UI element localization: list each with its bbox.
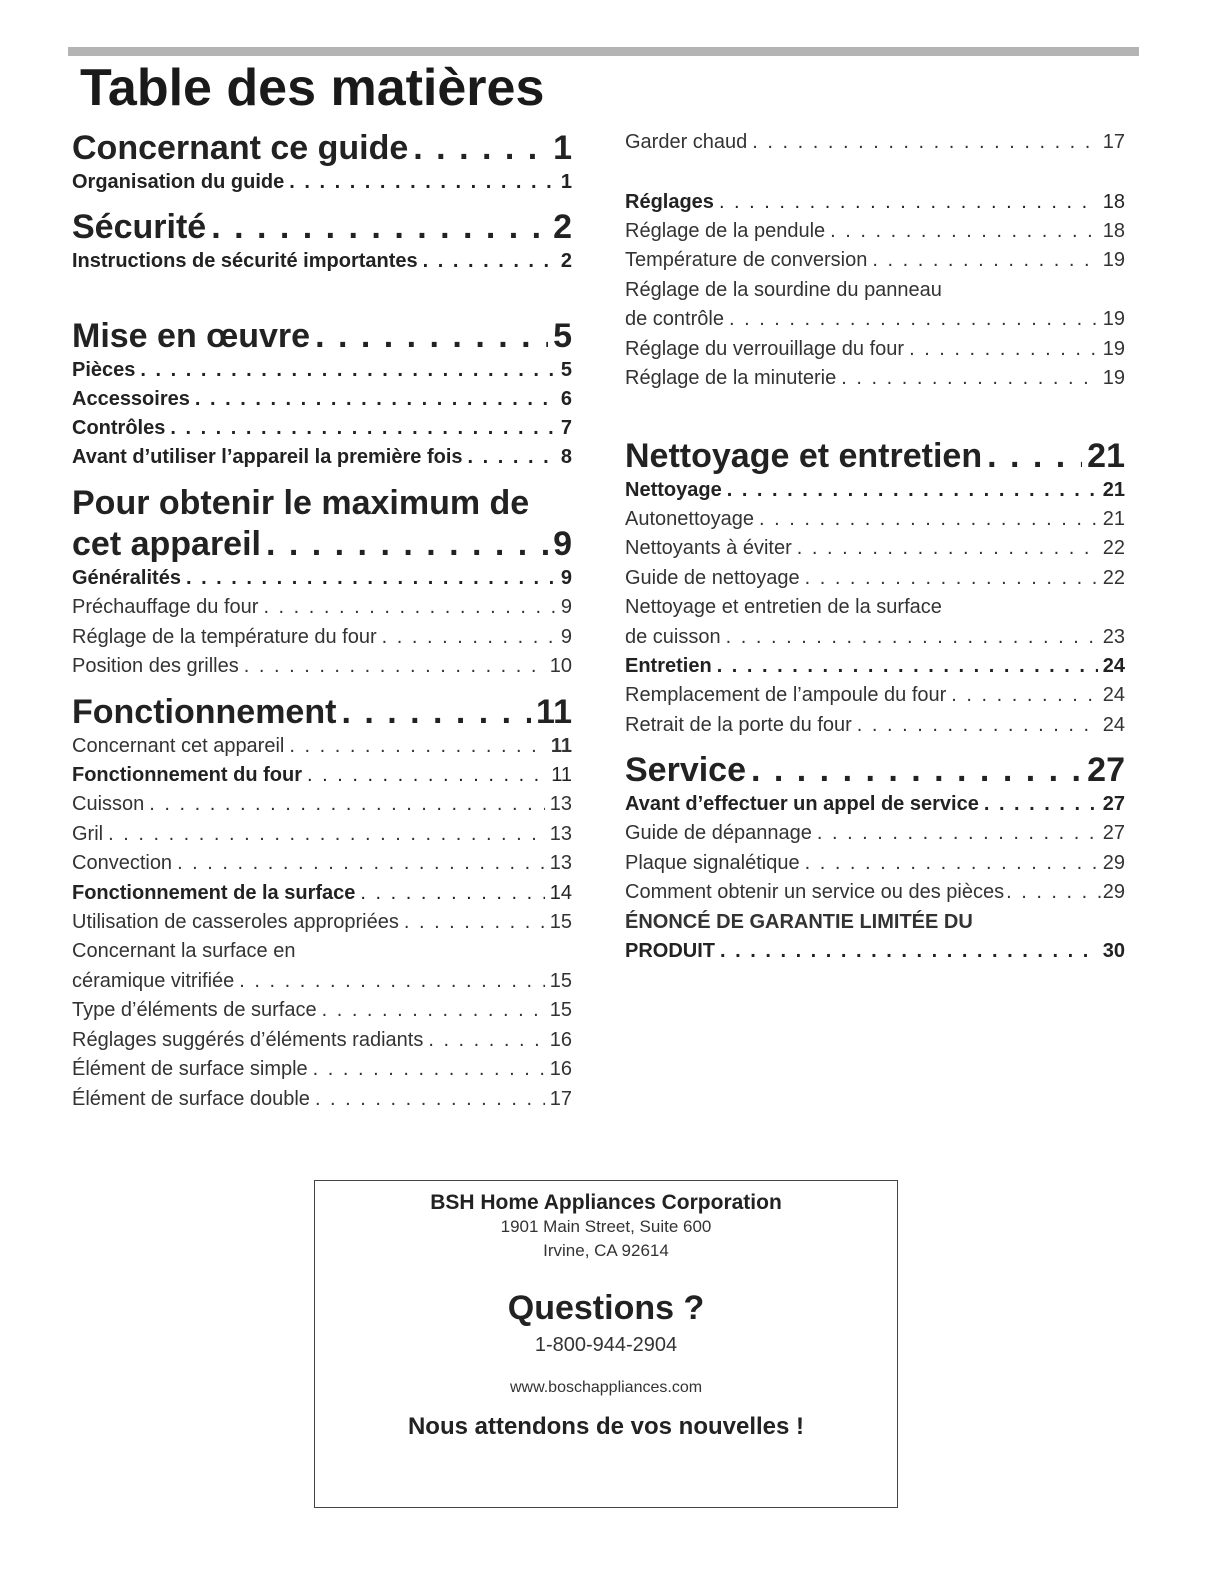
toc-entry[interactable]: Nettoyants à éviter . . . 22	[625, 534, 1125, 564]
toc-entry[interactable]: Réglage du verrouillage du four . . . 19	[625, 335, 1125, 365]
toc-entry[interactable]: Réglages . . . 18	[625, 188, 1125, 217]
toc-entry[interactable]: Garder chaud . . . 17	[625, 128, 1125, 158]
toc-entry[interactable]: Pièces . . . 5	[72, 356, 572, 385]
spacer	[625, 394, 1125, 436]
toc-entry[interactable]: Accessoires . . . 6	[72, 385, 572, 414]
address-line: 1901 Main Street, Suite 600	[500, 1217, 712, 1236]
top-rule	[68, 47, 1139, 56]
toc-section[interactable]: Concernant ce guide . . . 1	[72, 128, 572, 168]
toc-entry[interactable]: PRODUIT . . . 30	[625, 937, 1125, 966]
tagline: Nous attendons de vos nouvelles !	[407, 1413, 805, 1440]
toc-entry[interactable]: Gril . . . 13	[72, 820, 572, 850]
toc-entry[interactable]: Contrôles . . . 7	[72, 414, 572, 443]
toc-entry[interactable]: Convection . . . 13	[72, 849, 572, 879]
toc-entry[interactable]: Préchauffage du four . . . 9	[72, 593, 572, 623]
toc-section[interactable]: Sécurité . . . 2	[72, 207, 572, 247]
toc-entry[interactable]: Élément de surface simple . . . 16	[72, 1055, 572, 1085]
toc-entry[interactable]: céramique vitrifiée . . . 15	[72, 967, 572, 997]
toc-entry[interactable]: Avant d’utiliser l’appareil la première fois . . . 8	[72, 443, 572, 472]
toc-entry[interactable]: Généralités . . . 9	[72, 564, 572, 593]
toc-entry[interactable]: Fonctionnement du four . . . 11	[72, 761, 572, 790]
toc-entry[interactable]: Comment obtenir un service ou des pièces . . . 29	[625, 878, 1125, 908]
company-name: BSH Home Appliances Corporation	[430, 1191, 782, 1214]
toc-entry[interactable]: Fonctionnement de la surface . . . 14	[72, 879, 572, 908]
toc-entry[interactable]: Température de conversion . . . 19	[625, 246, 1125, 276]
toc-right-column	[625, 128, 1125, 966]
website-link[interactable]: www.boschappliances.com	[509, 1379, 703, 1396]
toc-section[interactable]: Mise en œuvre . . . 5	[72, 316, 572, 356]
toc-entry[interactable]: Retrait de la porte du four . . . 24	[625, 711, 1125, 741]
toc-entry[interactable]: Type d’éléments de surface . . . 15	[72, 996, 572, 1026]
toc-entry[interactable]: Réglages suggérés d’éléments radiants . . . 16	[72, 1026, 572, 1056]
toc-entry[interactable]: Remplacement de l’ampoule du four . . . 24	[625, 681, 1125, 711]
toc-entry[interactable]: Position des grilles . . . 10	[72, 652, 572, 682]
toc-entry[interactable]: Entretien . . . 24	[625, 652, 1125, 681]
toc-entry[interactable]: Réglage de la minuterie . . . 19	[625, 364, 1125, 394]
address-line: Irvine, CA 92614	[543, 1241, 669, 1260]
toc-entry[interactable]: Plaque signalétique . . . 29	[625, 849, 1125, 879]
toc-entry[interactable]: Autonettoyage . . . 21	[625, 505, 1125, 535]
toc-section[interactable]: Service . . . 27	[625, 750, 1125, 790]
toc-entry[interactable]: Nettoyage . . . 21	[625, 476, 1125, 505]
page-title: Table des matières	[80, 59, 545, 117]
toc-left-column	[72, 128, 572, 1114]
toc-entry[interactable]: Guide de dépannage . . . 27	[625, 819, 1125, 849]
toc-entry[interactable]: Utilisation de casseroles appropriées . . . 15	[72, 908, 572, 938]
toc-entry-line: Nettoyage et entretien de la surface	[625, 596, 942, 618]
toc-section-heading-line: Pour obtenir le maximum de	[72, 484, 530, 522]
questions-heading: Questions ?	[507, 1289, 705, 1327]
toc-section[interactable]: cet appareil . . . 9	[72, 524, 572, 564]
toc-entry[interactable]: Réglage de la pendule . . . 18	[625, 217, 1125, 247]
toc-entry[interactable]: de cuisson . . . 23	[625, 623, 1125, 653]
phone-number[interactable]: 1-800-944-2904	[534, 1334, 678, 1356]
spacer	[625, 158, 1125, 188]
toc-entry[interactable]: Concernant cet appareil . . . 11	[72, 732, 572, 762]
toc-entry[interactable]: Élément de surface double . . . 17	[72, 1085, 572, 1115]
toc-entry[interactable]: Guide de nettoyage . . . 22	[625, 564, 1125, 594]
spacer	[72, 276, 572, 306]
toc-entry-line: Concernant la surface en	[72, 940, 296, 962]
toc-entry[interactable]: Avant d’effectuer un appel de service . . . 27	[625, 790, 1125, 819]
toc-section[interactable]: Fonctionnement . . . 11	[72, 692, 572, 732]
toc-entry-line: ÉNONCÉ DE GARANTIE LIMITÉE DU	[625, 910, 973, 933]
toc-entry[interactable]: Réglage de la température du four . . . 9	[72, 623, 572, 653]
toc-entry-line: Réglage de la sourdine du panneau	[625, 278, 942, 301]
toc-entry[interactable]: Organisation du guide . . . 1	[72, 168, 572, 197]
toc-section[interactable]: Nettoyage et entretien . . . 21	[625, 436, 1125, 476]
toc-entry[interactable]: de contrôle . . . 19	[625, 305, 1125, 335]
toc-entry[interactable]: Cuisson . . . 13	[72, 790, 572, 820]
toc-entry[interactable]: Instructions de sécurité importantes . . . 2	[72, 247, 572, 276]
contact-box	[314, 1180, 898, 1508]
